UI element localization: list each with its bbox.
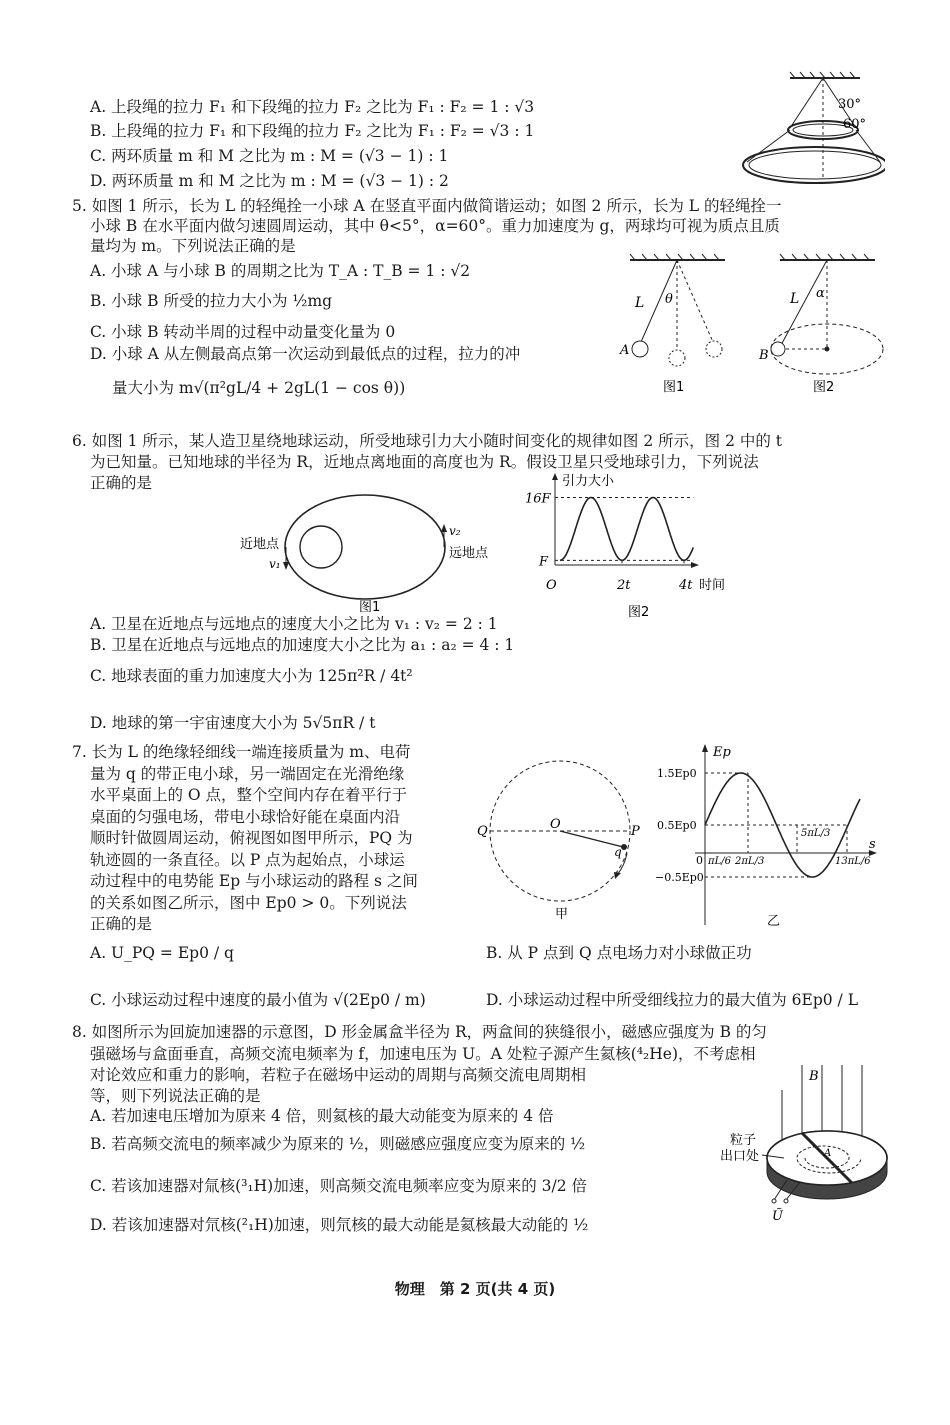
page-footer: 物理 第 2 页(共 4 页) (394, 1280, 556, 1298)
q7-stem-line: 正确的是 (90, 915, 153, 933)
fig2-label-alpha: α (816, 286, 825, 301)
fig2-caption: 图2 (813, 380, 835, 395)
xtick-4t: 4t (679, 578, 693, 593)
q6-stem-2: 为已知量。已知地球的半径为 R，近地点离地面的高度也为 R。假设卫星只受地球引力，下列说法 (90, 453, 759, 471)
q7-stem-line: 水平桌面上的 O 点，整个空间内存在着平行于 (90, 786, 408, 804)
q5-option-d-line2: 量大小为 m√(π²gL/4 + 2gL(1 − cos θ)) (112, 379, 406, 397)
b-field-label: B (809, 1069, 819, 1084)
q4-option-c: C. 两环质量 m 和 M 之比为 m : M = (√3 − 1) : 1 (90, 147, 449, 165)
apogee-label: 远地点 (449, 546, 489, 561)
q6-fig1-caption: 图1 (359, 600, 381, 615)
q7-stem-line: 量为 q 的带正电小球，另一端固定在光滑绝缘 (90, 764, 405, 783)
fig-yi-caption: 乙 (767, 914, 781, 929)
q5-stem-3: 量均为 m。下列说法正确的是 (90, 237, 296, 255)
label-q-point: Q (477, 824, 488, 839)
q8-option-a: A. 若加速电压增加为原来 4 倍，则氦核的最大动能变为原来的 4 倍 (90, 1107, 554, 1125)
q5-option-b: B. 小球 B 所受的拉力大小为 ½mg (90, 292, 333, 310)
q6-option-c: C. 地球表面的重力加速度大小为 125π²R / 4t² (90, 667, 413, 685)
xtick-5pi3: 5πL/3 (801, 828, 831, 839)
q8-option-d: D. 若该加速器对氘核(²₁H)加速，则氘核的最大动能是氦核最大动能的 ½ (90, 1216, 589, 1234)
ytick-1p5: 1.5Ep0 (657, 767, 697, 780)
q7-energy-graph (655, 740, 890, 935)
xtick-2pi3: 2πL/3 (735, 856, 765, 867)
fig1-caption: 图1 (663, 380, 685, 395)
angle-30-label: 30° (838, 97, 862, 112)
perigee-label: 近地点 (240, 537, 280, 552)
q4-option-a: A. 上段绳的拉力 F₁ 和下段绳的拉力 F₂ 之比为 F₁ : F₂ = 1 : √3 (90, 98, 535, 116)
force-series-line (560, 498, 693, 561)
q8-stem-4: 等，则下列说法正确的是 (90, 1087, 261, 1105)
s-axis-label: s (869, 837, 876, 852)
exit-label-2: 出口处 (720, 1149, 760, 1164)
label-p-point: P (631, 824, 640, 839)
xtick-0: 0 (696, 854, 703, 867)
ytick-16f: 16F (525, 491, 551, 507)
cyclotron-figure (712, 1060, 892, 1230)
xtick-o: O (546, 578, 557, 593)
chart-xlabel: 时间 (699, 578, 726, 593)
q7-option-c: C. 小球运动过程中速度的最小值为 √(2Ep0 / m) (90, 991, 426, 1009)
xtick-pi6: πL/6 (708, 856, 731, 867)
q5-pendulum-figures (615, 245, 905, 405)
q7-circle-figure (475, 755, 650, 930)
q5-stem-1: 5. 如图 1 所示，长为 L 的轻绳拴一小球 A 在竖直平面内做简谐运动；如图 2 所示，长为 L 的轻绳拴一 (72, 197, 782, 215)
q8-stem-3: 对论效应和重力的影响，若粒子在磁场中运动的周期与高频交流电周期相 (90, 1066, 587, 1084)
q7-stem-line: 动过程中的电势能 Ep 与小球运动的路程 s 之间 (90, 872, 418, 890)
q6-orbit-figure (235, 490, 505, 615)
fig2-label-l: L (790, 291, 800, 307)
fig2-label-b: B (759, 348, 769, 363)
q6-option-a: A. 卫星在近地点与远地点的速度大小之比为 v₁ : v₂ = 2 : 1 (90, 615, 498, 633)
chart-ylabel: 引力大小 (562, 474, 615, 489)
q5-option-a: A. 小球 A 与小球 B 的周期之比为 T_A : T_B = 1 : √2 (90, 262, 471, 280)
v2-label: v₂ (449, 524, 461, 538)
fig-jia-caption: 甲 (555, 907, 569, 922)
ep-axis-label: Ep (713, 745, 731, 760)
q5-option-c: C. 小球 B 转动半周的过程中动量变化量为 0 (90, 323, 396, 341)
fig1-label-theta: θ (665, 292, 673, 307)
q7-stem-line: 的关系如图乙所示，图中 Ep0 > 0。下列说法 (90, 893, 407, 912)
q7-stem-line: 桌面的匀强电场，带电小球恰好能在桌面内沿 (90, 807, 401, 826)
q7-stem-line: 7. 长为 L 的绝缘轻细线一端连接质量为 m、电荷 (72, 743, 411, 761)
xtick-2t: 2t (617, 578, 631, 593)
q7-stem-line: 轨迹圆的一条直径。以 P 点为起始点，小球运 (90, 850, 405, 869)
q8-option-b: B. 若高频交流电的频率减少为原来的 ½，则磁感应强度应变为原来的 ½ (90, 1135, 586, 1153)
q5-stem-2: 小球 B 在水平面内做匀速圆周运动，其中 θ<5°，α=60°。重力加速度为 g，两球均可视为质点且质 (90, 217, 780, 235)
exit-label-1: 粒子 (730, 1133, 757, 1148)
q4-ring-figure (735, 70, 885, 210)
q4-option-b: B. 上段绳的拉力 F₁ 和下段绳的拉力 F₂ 之比为 F₁ : F₂ = √3 : 1 (90, 122, 535, 140)
q6-fig2-caption: 图2 (628, 605, 650, 620)
q8-option-c: C. 若该加速器对氚核(³₁H)加速，则高频交流电频率应变为原来的 3/2 倍 (90, 1177, 588, 1195)
q8-stem-1: 8. 如图所示为回旋加速器的示意图，D 形金属盒半径为 R，两盒间的狭缝很小，磁感应强度为 B 的匀 (72, 1023, 767, 1041)
q7-option-b: B. 从 P 点到 Q 点电场力对小球做正功 (486, 944, 752, 962)
label-charge: q (614, 845, 622, 859)
q8-stem-2: 强磁场与盒面垂直，高频交流电频率为 f，加速电压为 U。A 处粒子源产生氦核(⁴₂He)，不考虑相 (90, 1045, 756, 1063)
ytick-neg0p5: −0.5Ep0 (655, 871, 704, 884)
fig1-label-a: A (620, 343, 630, 358)
xtick-13pi6: 13πL/6 (835, 856, 871, 867)
q7-stem-line: 顺时针做圆周运动，俯视图如图甲所示，PQ 为 (90, 829, 413, 847)
q7-option-d: D. 小球运动过程中所受细线拉力的最大值为 6Ep0 / L (486, 991, 858, 1009)
fig1-label-l: L (635, 295, 645, 311)
q6-option-b: B. 卫星在近地点与远地点的加速度大小之比为 a₁ : a₂ = 4 : 1 (90, 636, 515, 654)
q6-option-d: D. 地球的第一宇宙速度大小为 5√5πR / t (90, 714, 376, 732)
ytick-f: F (539, 554, 549, 570)
source-a-label: A (824, 1148, 832, 1159)
q6-stem-3: 正确的是 (90, 474, 153, 492)
ytick-0p5: 0.5Ep0 (657, 819, 697, 832)
label-o-point: O (550, 817, 561, 832)
q4-option-d: D. 两环质量 m 和 M 之比为 m : M = (√3 − 1) : 2 (90, 172, 449, 190)
q7-option-a: A. U_PQ = Ep0 / q (90, 944, 234, 962)
angle-60-label: 60° (843, 117, 867, 132)
q5-option-d-line1: D. 小球 A 从左侧最高点第一次运动到最低点的过程，拉力的冲 (90, 345, 521, 363)
voltage-label: Ũ (772, 1209, 783, 1224)
q6-force-chart (525, 470, 740, 620)
q6-stem-1: 6. 如图 1 所示，某人造卫星绕地球运动，所受地球引力大小随时间变化的规律如图 2 所示，图 2 中的 t (72, 432, 783, 450)
v1-label: v₁ (269, 557, 281, 571)
